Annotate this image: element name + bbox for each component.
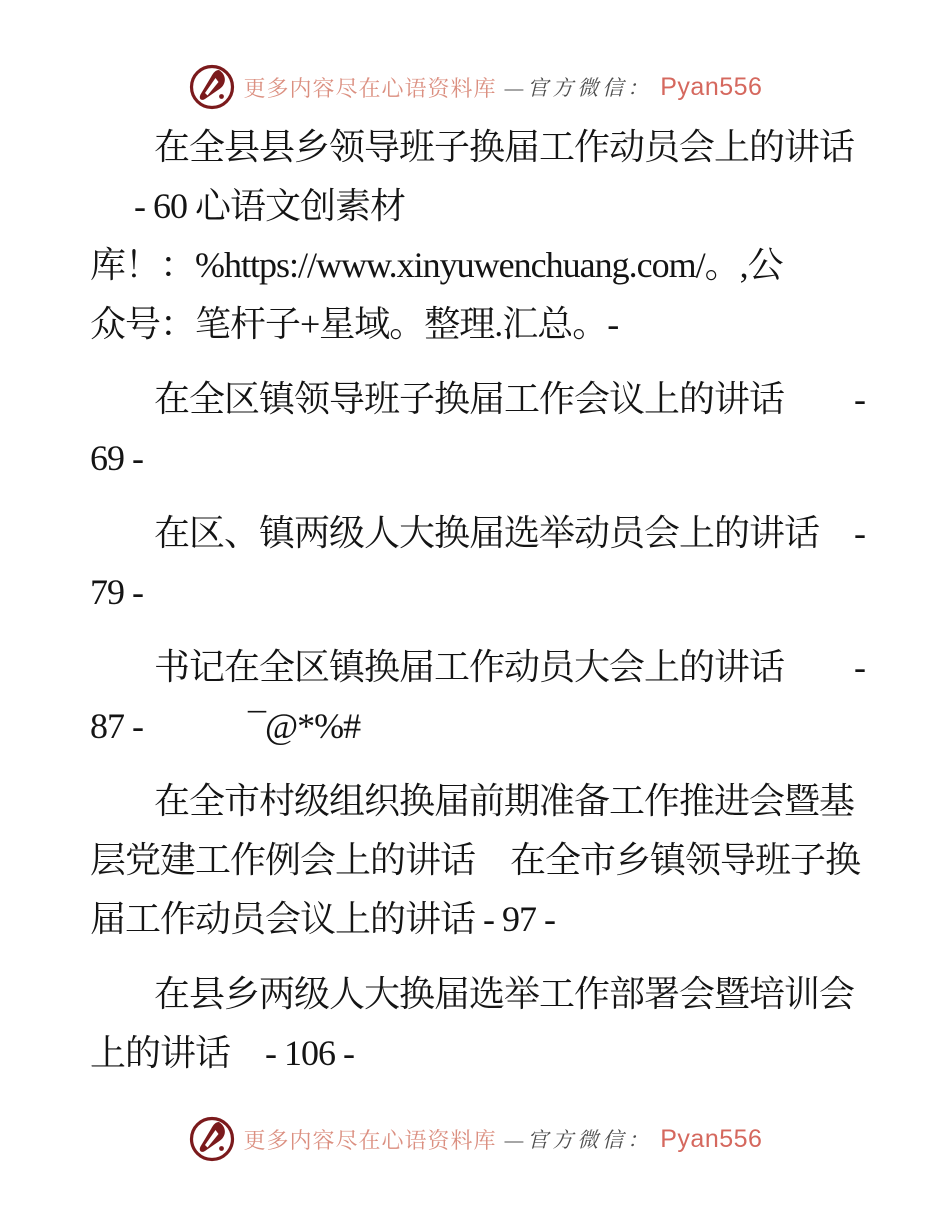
toc-line: 层党建工作例会上的讲话 在全市乡镇领导班子换 <box>90 840 861 880</box>
toc-paragraph-2 <box>90 370 870 488</box>
document-body <box>90 118 870 1099</box>
banner-wechat-id: Pyan556 <box>660 1124 763 1153</box>
banner-wechat-label: —官方微信： <box>504 76 653 100</box>
banner-brand-text: 更多内容尽在心语资料库 <box>243 1127 497 1153</box>
header-banner <box>0 62 950 112</box>
toc-line: 在全县县乡领导班子换届工作动员会上的讲话 <box>154 127 855 167</box>
toc-paragraph-6 <box>90 965 870 1083</box>
toc-line: 库！：%https://www.xinyuwenchuang.com/。,公 <box>90 245 783 285</box>
toc-line: 在县乡两级人大换届选举工作部署会暨培训会 <box>154 974 855 1014</box>
toc-line: 在全市村级组织换届前期准备工作推进会暨基 <box>154 781 855 821</box>
toc-paragraph-3 <box>90 504 870 622</box>
banner-brand-text: 更多内容尽在心语资料库 <box>243 75 497 101</box>
toc-line: 79 - <box>90 572 143 612</box>
toc-line: 87 - ¯@*%# <box>90 706 361 746</box>
toc-line: - 60 心语文创素材 <box>134 186 405 226</box>
banner-wechat-label: —官方微信： <box>504 1128 653 1152</box>
toc-line: 上的讲话 - 106 - <box>90 1033 354 1073</box>
toc-line: 书记在全区镇换届工作动员大会上的讲话 - <box>154 647 865 687</box>
toc-paragraph-4 <box>90 638 870 756</box>
toc-line: 69 - <box>90 438 143 478</box>
toc-line: 众号：笔杆子+星域。整理.汇总。- <box>90 304 619 344</box>
toc-paragraph-1 <box>90 118 870 354</box>
pen-swirl-logo-icon <box>188 62 236 112</box>
toc-paragraph-5 <box>90 772 870 949</box>
toc-line: 在全区镇领导班子换届工作会议上的讲话 - <box>154 379 865 419</box>
pen-swirl-logo-icon <box>188 1114 236 1164</box>
toc-line: 届工作动员会议上的讲话 - 97 - <box>90 899 555 939</box>
toc-line: 在区、镇两级人大换届选举动员会上的讲话 - <box>154 513 865 553</box>
banner-wechat-id: Pyan556 <box>660 72 763 101</box>
footer-banner <box>0 1114 950 1164</box>
